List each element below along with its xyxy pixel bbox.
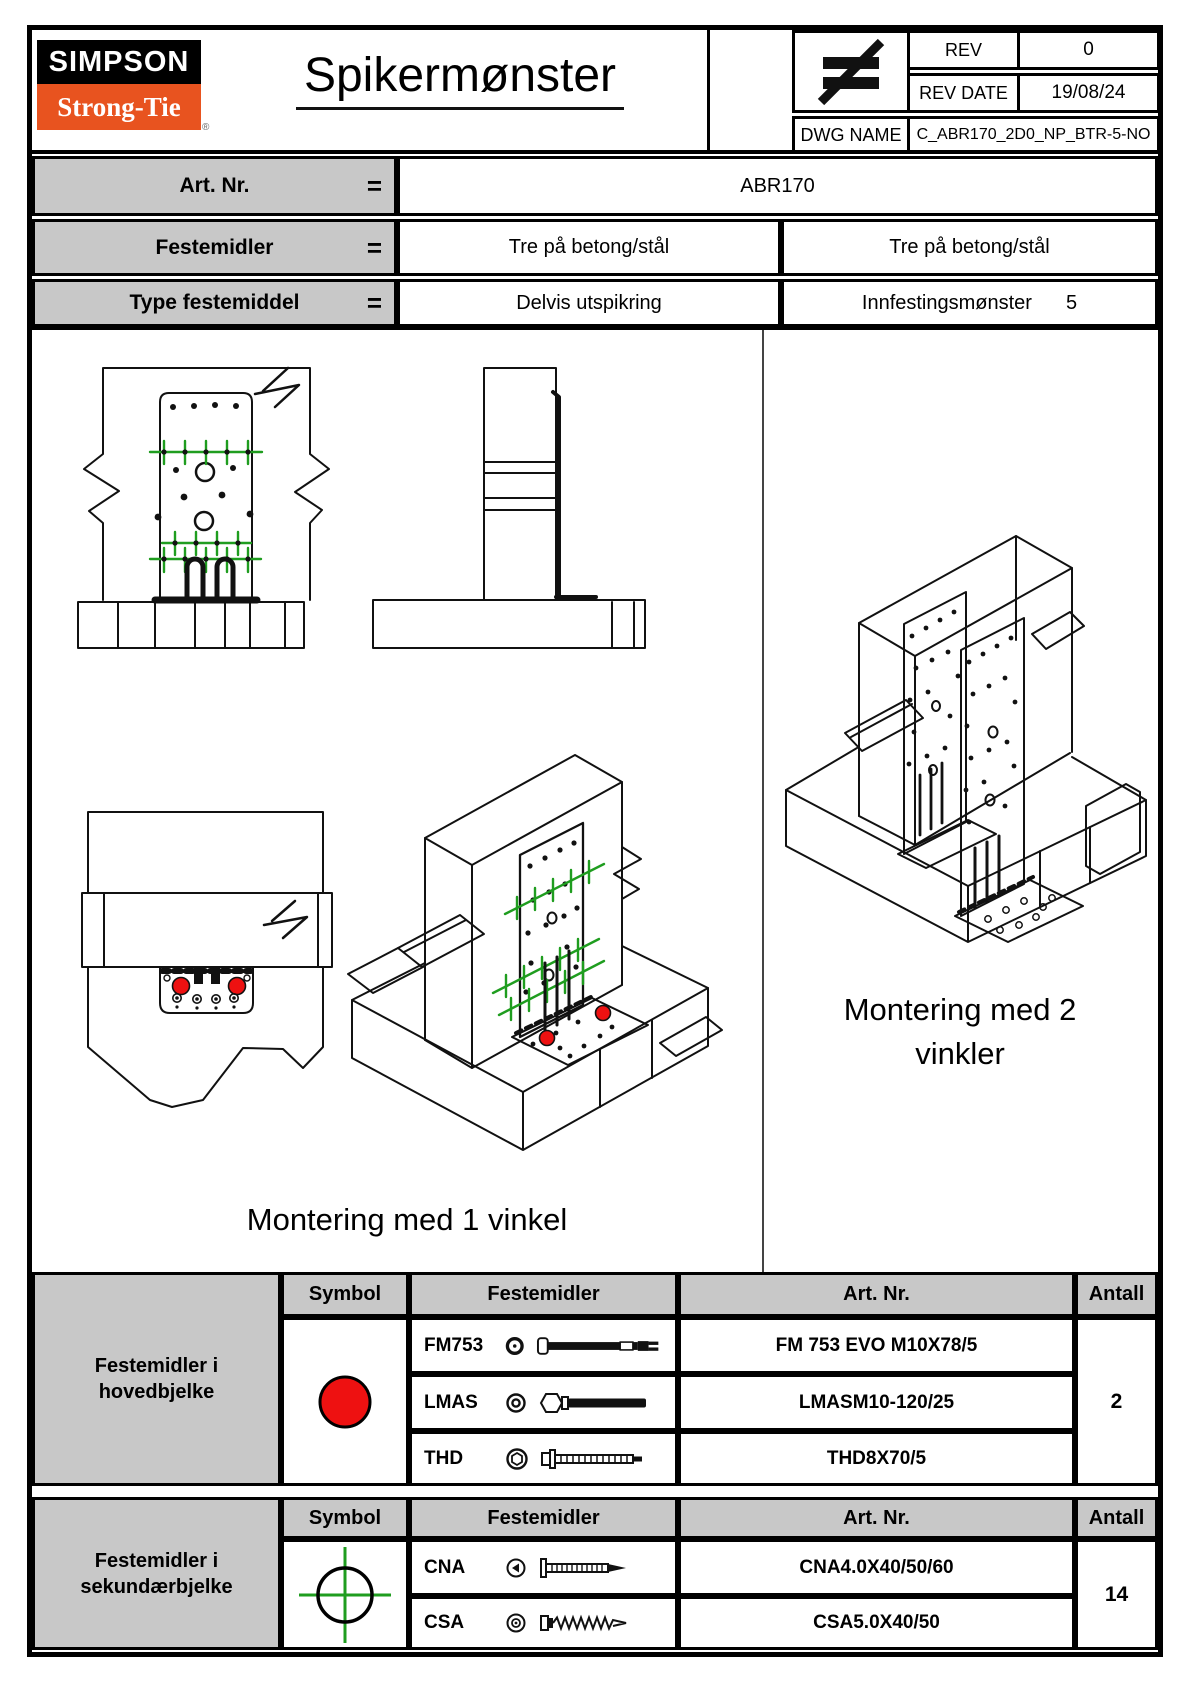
logo-registered-mark: ® bbox=[202, 122, 210, 133]
table1-row-thd bbox=[409, 1431, 678, 1486]
anchor-marker-red bbox=[540, 1031, 555, 1046]
info-row3-label bbox=[32, 279, 397, 327]
info-row1-label-text: Art. Nr. bbox=[179, 174, 250, 197]
table2-label-line1: Festemidler i bbox=[94, 1549, 219, 1572]
table1-row-lmas bbox=[409, 1374, 678, 1431]
table2-header-symbol: Symbol bbox=[281, 1497, 409, 1539]
table2-artnr-cna: CNA4.0X40/50/60 bbox=[678, 1539, 1075, 1596]
logo-strongtie-text: Strong-Tie bbox=[57, 91, 181, 122]
break-symbol bbox=[264, 901, 307, 938]
break-symbol bbox=[255, 368, 299, 407]
bracket-profile bbox=[553, 392, 596, 597]
iso-view-one-bracket bbox=[348, 755, 722, 1150]
red-circle-icon bbox=[315, 1372, 375, 1432]
logo-strongtie bbox=[37, 84, 201, 130]
iso-view-two-brackets bbox=[786, 536, 1146, 942]
nailing-markers-green bbox=[150, 441, 262, 572]
info-row2-value-right: Tre på betong/stål bbox=[781, 219, 1158, 276]
lmas-bolt-icon bbox=[538, 1390, 668, 1416]
caption-two-brackets-line1: Montering med 2 bbox=[843, 992, 1077, 1027]
anchor-marker-red bbox=[596, 1006, 611, 1021]
nail-holes bbox=[155, 402, 254, 520]
info-row3-label-text: Type festemiddel bbox=[129, 291, 300, 314]
pattern-label: Innfestingsmønster bbox=[861, 291, 1032, 314]
table1-antall-value: 2 bbox=[1075, 1317, 1158, 1486]
fastener-code: THD bbox=[424, 1447, 464, 1469]
table1-header-antall: Antall bbox=[1075, 1272, 1158, 1317]
table1-row-label bbox=[32, 1272, 281, 1486]
caption-two-brackets bbox=[770, 988, 1150, 1076]
csa-screw-icon bbox=[538, 1610, 658, 1636]
front-view bbox=[78, 368, 329, 648]
caption-one-bracket: Montering med 1 vinkel bbox=[246, 1202, 568, 1237]
table2-header-artnr: Art. Nr. bbox=[678, 1497, 1075, 1539]
green-crosshair-icon bbox=[295, 1543, 395, 1647]
logo-simpson-text: SIMPSON bbox=[48, 45, 190, 78]
info-row1-label bbox=[32, 156, 397, 216]
equals-sign: = bbox=[366, 287, 382, 318]
anchor-marker-red bbox=[173, 978, 190, 995]
table1-row-fm753 bbox=[409, 1317, 678, 1374]
page-title: Spikermønster bbox=[296, 48, 624, 110]
table1-artnr-lmas: LMASM10-120/25 bbox=[678, 1374, 1075, 1431]
table2-row-cna bbox=[409, 1539, 678, 1596]
table2-row-label bbox=[32, 1497, 281, 1650]
equals-sign: = bbox=[366, 232, 382, 262]
technical-drawing bbox=[32, 329, 1158, 1272]
rev-label-cell: REV bbox=[907, 30, 1020, 70]
nailing-markers-green bbox=[493, 861, 604, 1020]
side-view bbox=[373, 368, 645, 648]
table2-label-line2: sekundærbjelke bbox=[80, 1575, 233, 1598]
table2-header-antall: Antall bbox=[1075, 1497, 1158, 1539]
table2-artnr-csa: CSA5.0X40/50 bbox=[678, 1596, 1075, 1650]
table2-antall-value: 14 bbox=[1075, 1539, 1158, 1650]
table1-header-festemidler: Festemidler bbox=[409, 1272, 678, 1317]
equals-sign: = bbox=[366, 170, 382, 201]
info-row2-label bbox=[32, 219, 397, 276]
info-row3-value-right bbox=[781, 279, 1158, 327]
table2-row-csa bbox=[409, 1596, 678, 1650]
header-bottom-rule bbox=[32, 150, 1158, 154]
fastener-code: CNA bbox=[424, 1556, 466, 1578]
table1-header-artnr: Art. Nr. bbox=[678, 1272, 1075, 1317]
cna-nail-icon bbox=[538, 1555, 658, 1581]
pattern-number: 5 bbox=[1065, 291, 1078, 314]
header-divider bbox=[707, 27, 710, 152]
info-row2-value-left: Tre på betong/stål bbox=[397, 219, 781, 276]
info-row1-value: ABR170 bbox=[397, 156, 1158, 216]
caption-two-brackets-line2: vinkler bbox=[915, 1036, 1005, 1071]
dwg-name-value-cell: C_ABR170_2D0_NP_BTR-5-NO bbox=[907, 116, 1160, 154]
washer-icon bbox=[504, 1610, 528, 1636]
title-wrap bbox=[255, 44, 665, 114]
anchor-marker-red bbox=[229, 978, 246, 995]
washer-icon bbox=[504, 1555, 528, 1581]
info-row2-label-text: Festemidler bbox=[155, 235, 274, 259]
info-row3-value-left: Delvis utspikring bbox=[397, 279, 781, 327]
table1-header-symbol: Symbol bbox=[281, 1272, 409, 1317]
fm753-bolt-icon bbox=[536, 1333, 675, 1359]
thd-screw-icon bbox=[540, 1446, 666, 1472]
rev-date-value-cell: 19/08/24 bbox=[1017, 73, 1160, 113]
fastener-code: CSA bbox=[424, 1612, 465, 1633]
washer-icon bbox=[504, 1446, 530, 1472]
plan-view bbox=[82, 812, 332, 1107]
table1-artnr-thd: THD8X70/5 bbox=[678, 1431, 1075, 1486]
table2-symbol-cell bbox=[281, 1539, 409, 1650]
logo-simpson bbox=[37, 40, 201, 84]
rev-date-label-cell: REV DATE bbox=[907, 73, 1020, 113]
washer-icon bbox=[504, 1390, 528, 1416]
table1-label-line1: Festemidler i bbox=[94, 1355, 219, 1377]
rev-value-cell: 0 bbox=[1017, 30, 1160, 70]
table1-label-line2: hovedbjelke bbox=[98, 1381, 215, 1403]
not-to-scale-icon bbox=[809, 36, 893, 108]
fastener-code: FM753 bbox=[424, 1334, 484, 1356]
dwg-name-label-cell: DWG NAME bbox=[792, 116, 910, 154]
table2-header-festemidler: Festemidler bbox=[409, 1497, 678, 1539]
fastener-code: LMAS bbox=[424, 1391, 478, 1413]
washer-icon bbox=[503, 1333, 526, 1359]
table1-artnr-fm753: FM 753 EVO M10X78/5 bbox=[678, 1317, 1075, 1374]
not-to-scale-cell bbox=[792, 30, 910, 113]
table1-symbol-cell bbox=[281, 1317, 409, 1486]
